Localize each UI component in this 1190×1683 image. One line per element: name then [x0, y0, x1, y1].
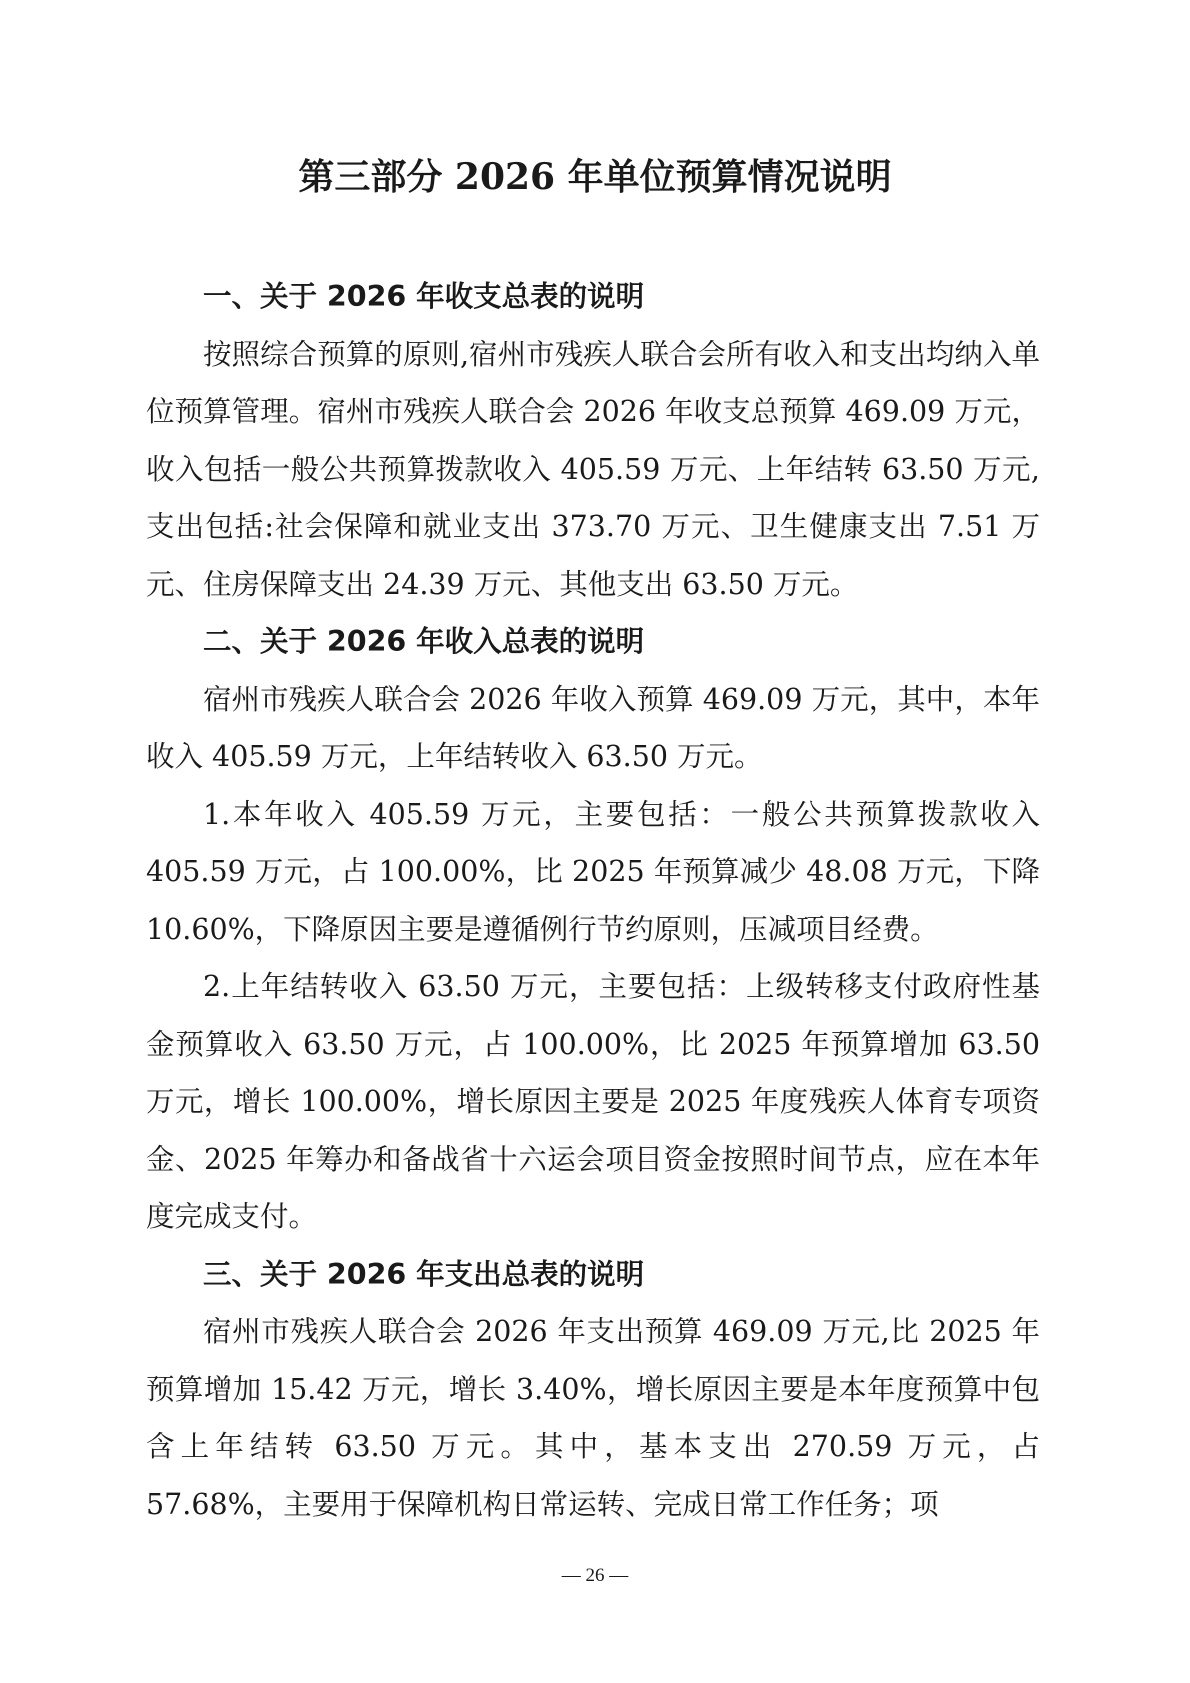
section-heading-3: 三、关于 2026 年支出总表的说明: [203, 1257, 645, 1291]
section-heading-2: 二、关于 2026 年收入总表的说明: [203, 625, 645, 658]
document-body: [146, 268, 1040, 1533]
section-2-paragraph-2: 1.本年收入 405.59 万元，主要包括：一般公共预算拨款收入 405.59 万元，占 100.00%，比 2025 年预算减少 48.08 万元，下降 10.60%，下降原因主要是遵循例行节约原则，压减项目经费。: [146, 797, 1040, 946]
section-2-paragraph-1: 宿州市残疾人联合会 2026 年收入预算 469.09 万元，其中，本年收入 405.59 万元，上年结转收入 63.50 万元。: [146, 682, 1040, 773]
section-3-paragraph-1: 宿州市残疾人联合会 2026 年支出预算 469.09 万元,比 2025 年预算增加 15.42 万元，增长 3.40%，增长原因主要是本年度预算中包含上年结转 63.50 万元。其中，基本支出 270.59 万元，占 57.68%，主要用于保障机构日常运转、完成日常工作任务；项: [146, 1315, 1040, 1521]
page-number: — 26 —: [561, 1565, 629, 1586]
section-heading-1: 一、关于 2026 年收支总表的说明: [203, 280, 645, 313]
section-1-paragraph-1: 按照综合预算的原则,宿州市残疾人联合会所有收入和支出均纳入单位预算管理。宿州市残疾人联合会 2026 年收支总预算 469.09 万元，收入包括一般公共预算拨款收入 405.59 万元、上年结转 63.50 万元,支出包括:社会保障和就业支出 373.70 万元、卫生健康支出 7.51 万元、住房保障支出 24.39 万元、其他支出 63.50 万元。: [146, 337, 1040, 601]
page-title: 第三部分 2026 年单位预算情况说明: [298, 156, 892, 198]
section-2-paragraph-3: 2.上年结转收入 63.50 万元，主要包括：上级转移支付政府性基金预算收入 63.50 万元，占 100.00%，比 2025 年预算增加 63.50 万元，增长 100.00%，增长原因主要是 2025 年度残疾人体育专项资金、2025 年筹办和备战省十六运会项目资金按照时间节点，应在本年度完成支付。: [146, 970, 1040, 1233]
